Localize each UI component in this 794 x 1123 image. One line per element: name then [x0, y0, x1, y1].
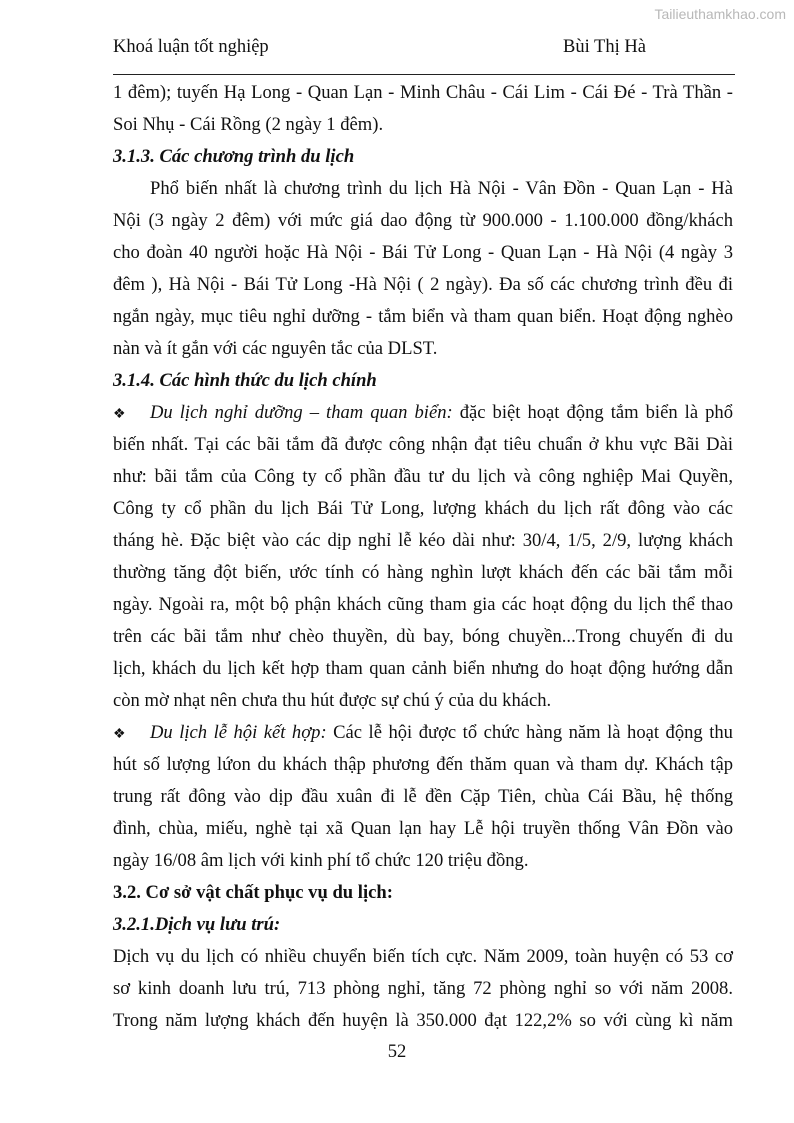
line-text: ngày 16/08 âm lịch với kinh phí tổ chức 120 triệu đồng.	[113, 850, 529, 871]
header-rule	[113, 74, 735, 75]
text-line	[113, 689, 733, 713]
line-text: 3.2.1.Dịch vụ lưu trú:	[113, 914, 281, 935]
line-text: đình, chùa, miếu, nghè tại xã Quan lạn hay Lễ hội truyền thống Vân Đồn vào	[113, 818, 733, 839]
line-text: Trong năm lượng khách đến huyện là 350.000 đạt 122,2% so với cùng kì năm	[113, 1010, 733, 1031]
text-line	[113, 113, 733, 137]
text-line	[113, 401, 733, 427]
text-line	[113, 945, 733, 969]
text-line	[113, 625, 733, 649]
line-text: 3.2. Cơ sở vật chất phục vụ du lịch:	[113, 882, 393, 903]
line-text: Soi Nhụ - Cái Rồng (2 ngày 1 đêm).	[113, 114, 384, 135]
line-text: sơ kinh doanh lưu trú, 713 phòng nghỉ, tăng 72 phòng nghỉ so với năm 2008.	[113, 978, 733, 999]
line-text: trên các bãi tắm như chèo thuyền, dù bay, bóng chuyền...Trong chuyến đi du	[113, 626, 733, 647]
text-line	[113, 305, 733, 329]
watermark: Tailieuthamkhao.com	[654, 6, 786, 22]
line-text: Dịch vụ du lịch có nhiều chuyển biến tích cực. Năm 2009, toàn huyện có 53 cơ	[113, 946, 733, 967]
line-text: 3.1.3. Các chương trình du lịch	[113, 146, 355, 167]
bullet-lead: Du lịch nghỉ dưỡng – tham quan biển:	[150, 402, 453, 423]
section-heading	[113, 881, 733, 905]
line-text: Phổ biến nhất là chương trình du lịch Hà Nội - Vân Đồn - Quan Lạn - Hà	[150, 178, 733, 199]
bullet-lead: Du lịch lễ hội kết hợp:	[150, 722, 327, 743]
line-text: biến nhất. Tại các bãi tắm đã được công nhận đạt tiêu chuẩn ở khu vực Bãi Dài	[113, 434, 733, 455]
text-line	[150, 177, 733, 201]
text-line	[113, 753, 733, 777]
text-line	[113, 81, 733, 105]
text-line	[113, 529, 733, 553]
section-heading	[113, 913, 733, 937]
text-line	[113, 817, 733, 841]
line-text: 3.1.4. Các hình thức du lịch chính	[113, 370, 377, 391]
text-line	[113, 465, 733, 489]
line-text: nàn và ít gắn với các nguyên tắc của DLST.	[113, 338, 438, 359]
line-text: đặc biệt hoạt động tắm biển là phổ	[452, 402, 733, 423]
text-line	[113, 497, 733, 521]
line-text: Công ty cổ phần du lịch Bái Tử Long, lượng khách du lịch rất đông vào các	[113, 498, 733, 519]
header-author: Bùi Thị Hà	[563, 37, 646, 57]
line-text: tháng hè. Đặc biệt vào các dịp nghỉ lễ kéo dài như: 30/4, 1/5, 2/9, lượng khách	[113, 530, 733, 551]
page-number: 52	[387, 1041, 407, 1062]
text-line	[113, 849, 733, 873]
line-text: hút số lượng lứon du khách thập phương đến thăm quan và tham dự. Khách tập	[113, 754, 733, 775]
line-text: ngắn ngày, mục tiêu nghỉ dưỡng - tắm biển và tham quan biển. Hoạt động nghèo	[113, 306, 733, 327]
text-line	[113, 977, 733, 1001]
text-line	[113, 657, 733, 681]
text-line	[113, 593, 733, 617]
text-line	[113, 337, 733, 361]
line-text: ngày. Ngoài ra, một bộ phận khách cũng tham gia các hoạt động du lịch thể thao	[113, 594, 733, 615]
diamond-bullet-icon: ❖	[113, 407, 126, 422]
text-line	[113, 721, 733, 747]
line-text: còn mờ nhạt nên chưa thu hút được sự chú ý của du khách.	[113, 690, 552, 711]
line-text: 1 đêm); tuyến Hạ Long - Quan Lạn - Minh Châu - Cái Lim - Cái Đé - Trà Thần -	[113, 82, 733, 103]
header-title: Khoá luận tốt nghiệp	[113, 37, 269, 57]
line-text: thường tăng đột biến, ước tính có hàng nghìn lượt khách đến các bãi tắm mỗi	[113, 562, 733, 583]
line-text: Các lễ hội được tổ chức hàng năm là hoạt động thu	[326, 722, 733, 743]
text-line	[113, 1009, 733, 1033]
line-text: lịch, khách du lịch kết hợp tham quan cảnh biển nhưng do hoạt động hướng dẫn	[113, 658, 733, 679]
line-text: cho đoàn 40 người hoặc Hà Nội - Bái Tử Long - Quan Lạn - Hà Nội (4 ngày 3	[113, 242, 733, 263]
text-line	[113, 785, 733, 809]
text-line	[113, 241, 733, 265]
text-line	[113, 273, 733, 297]
text-line	[113, 209, 733, 233]
line-text: trung rất đông vào dịp đầu xuân đi lễ đền Cặp Tiên, chùa Cái Bầu, hệ thống	[113, 786, 733, 807]
diamond-bullet-icon: ❖	[113, 727, 126, 742]
text-line	[113, 433, 733, 457]
line-text: đêm ), Hà Nội - Bái Tử Long -Hà Nội ( 2 ngày). Đa số các chương trình đều đi	[113, 274, 733, 295]
section-heading	[113, 145, 733, 169]
text-line	[113, 561, 733, 585]
line-text: Nội (3 ngày 2 đêm) với mức giá dao động từ 900.000 - 1.100.000 đồng/khách	[113, 210, 733, 231]
line-text: như: bãi tắm của Công ty cổ phần đầu tư du lịch và công nghiệp Mai Quyền,	[113, 466, 733, 487]
section-heading	[113, 369, 733, 393]
